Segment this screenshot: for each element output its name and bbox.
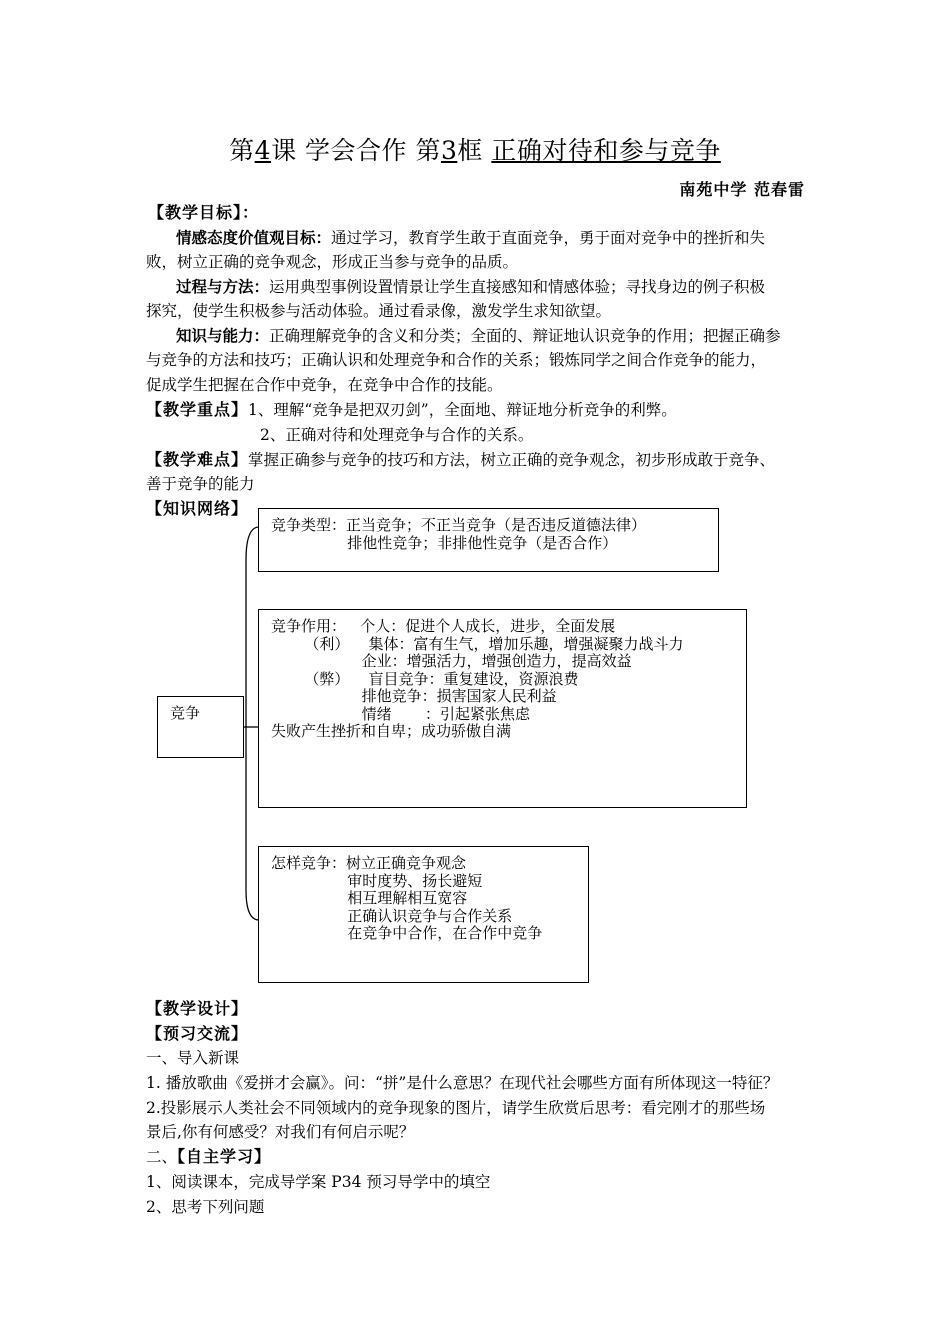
key-point-2: 2、正确对待和处理竞争与合作的关系。 [260,426,534,444]
network-heading: 【知识网络】 [146,499,249,518]
frame-number: 3 [440,136,458,165]
process-text: 运用典型事例设置情景让学生直接感知和情感体验；寻找身边的例子积极 [269,278,766,296]
title-part3: 框 [457,136,492,165]
objectives-heading: 【教学目标】： [148,203,260,222]
types-line-2: 排他性竞争；非排他性竞争（是否合作） [271,534,618,552]
design-item-2-line1: 2.投影展示人类社会不同领域内的竞争现象的图片，请学生欣赏后思考：看完刚才的那些场 [146,1099,766,1117]
section-intro: 一、导入新课 [146,1049,240,1067]
key-points-heading: 【教学重点】 [146,400,249,419]
effects-line-5: 排他竞争：损害国家人民利益 [271,687,557,705]
step-1: 1、阅读课本，完成导学案 P34 预习导学中的填空 [146,1173,491,1191]
section-self-study [146,1145,271,1169]
effects-line-6: 情绪 ：引起紧张焦虑 [271,704,530,723]
section-prefix: 二、 [146,1148,178,1166]
knowledge-line2: 与竞争的方法和技巧；正确认识和处理竞争和合作的关系；锻炼同学之间合作竞争的能力， [146,351,767,369]
knowledge-text: 正确理解竞争的含义和分类；全面的、辩证地认识竞争的作用；把握正确参 [269,327,781,345]
step-2: 2、思考下列问题 [146,1198,265,1216]
how-line-3: 相互理解相互宽容 [271,889,468,907]
emotion-text: 通过学习，教育学生敢于直面竞争，勇于面对竞争中的挫折和失 [331,229,766,247]
effects-line-7: 失败产生挫折和自卑；成功骄傲自满 [271,722,512,740]
difficulty-line2: 善于竞争的能力 [146,475,255,493]
competition-effects-box [258,609,747,808]
how-to-compete-box [258,846,589,983]
key-point-1: 1、理解“竞争是把双刃剑”，全面地、辩证地分析竞争的利弊。 [248,401,677,419]
knowledge-line3: 促成学生把握在合作中竞争，在竞争中合作的技能。 [146,376,503,394]
competition-types-box [258,508,719,572]
effects-line-2: （利） 集体：富有生气，增加乐趣，增强凝聚力战斗力 [271,634,684,653]
author: 南苑中学 范春雷 [679,180,805,199]
title-part1: 第 [229,136,255,165]
center-label: 竞争 [170,704,201,722]
emotion-line2: 败，树立正确的竞争观念，形成正当参与竞争的品质。 [146,253,519,271]
how-line-5: 在竞争中合作，在合作中竞争 [271,924,543,942]
process-line2: 探究，使学生积极参与活动体验。通过看录像，激发学生求知欲望。 [146,302,612,320]
difficulty-heading: 【教学难点】 [146,450,249,469]
title-part2: 课 学会合作 第 [271,136,441,165]
difficulty-text: 掌握正确参与竞争的技巧和方法，树立正确的竞争观念，初步形成敢于竞争、 [248,451,776,469]
center-box [157,696,244,758]
title-topic: 正确对待和参与竞争 [491,136,721,165]
process-label: 过程与方法： [176,277,270,296]
preview-heading: 【预习交流】 [146,1024,249,1043]
emotion-label: 情感态度价值观目标： [176,228,332,247]
how-line-1: 怎样竞争：树立正确竞争观念 [271,854,467,872]
effects-line-1: 竞争作用： 个人：促进个人成长，进步，全面发展 [271,617,616,635]
knowledge-label: 知识与能力： [176,326,270,345]
how-line-4: 正确认识竞争与合作关系 [271,906,513,925]
effects-line-4: （弊） 盲目竞争：重复建设，资源浪费 [271,669,579,688]
design-item-1: 1. 播放歌曲《爱拼才会赢》。问：“拼”是什么意思？在现代社会哪些方面有所体现这一特征？ [146,1074,779,1092]
design-item-2-line2: 景后,你有何感受？对我们有何启示呢？ [146,1123,415,1141]
self-study-heading: 【自主学习】 [177,1147,272,1166]
effects-line-3: 企业：增强活力，增强创造力，提高效益 [271,652,632,670]
lesson-number: 4 [254,136,272,165]
types-line-1: 竞争类型：正当竞争；不正当竞争（是否违反道德法律） [271,516,647,534]
design-heading: 【教学设计】 [146,999,249,1018]
how-line-2: 审时度势、扬长避短 [271,871,483,890]
